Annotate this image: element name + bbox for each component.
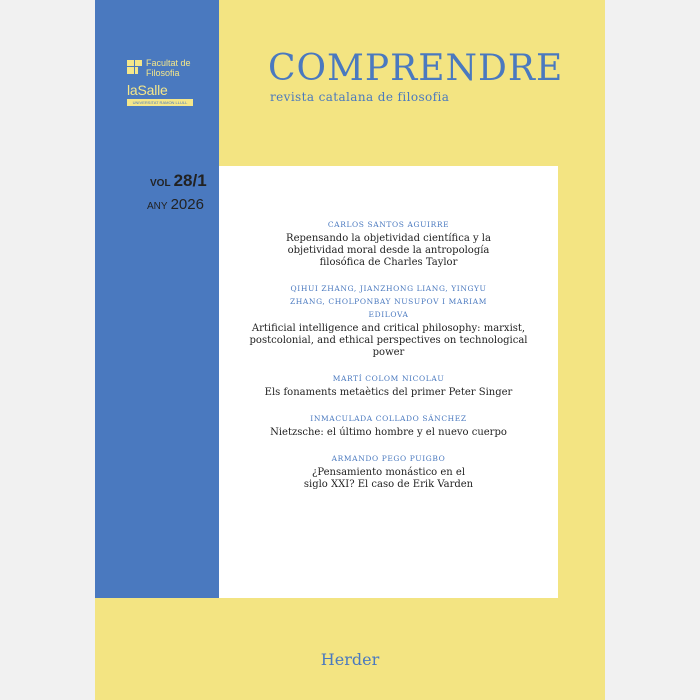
journal-subtitle: revista catalana de filosofia	[270, 90, 450, 104]
article-title: Repensando la objetividad científica y la objetividad moral desde la antropología filosófica de Charles Taylor	[286, 233, 491, 268]
article-title: Nietzsche: el último hombre y el nuevo cuerpo	[270, 427, 507, 438]
article-title: ¿Pensamiento monástico en el siglo XXI? El caso de Erik Varden	[303, 467, 474, 490]
year-label: ANY	[147, 201, 168, 212]
year-number: 2026	[170, 196, 204, 213]
article-authors: QIHUI ZHANG, JIANZHONG LIANG, YINGYU ZHANG, CHOLPONBAY NUSUPOV I MARIAM EDILOVA	[289, 284, 488, 319]
article-title: Artificial intelligence and critical philosophy: marxist, postcolonial, and ethical perspectives on technological power	[249, 323, 528, 358]
faculty-logo-icon	[127, 60, 142, 74]
year-info	[147, 196, 204, 214]
faculty-name: Facultat de Filosofia	[146, 58, 191, 78]
article-entry	[219, 372, 558, 399]
article-authors: MARTÍ COLOM NICOLAU	[332, 374, 445, 383]
table-of-contents	[219, 218, 558, 504]
article-entry	[219, 412, 558, 439]
journal-title: COMPRENDRE	[268, 48, 564, 89]
publisher-name: Herder	[320, 650, 380, 669]
article-entry	[219, 282, 558, 359]
article-authors: INMACULADA COLLADO SÁNCHEZ	[310, 414, 467, 423]
university-name: UNIVERSITAT RAMON LLULL	[127, 99, 193, 106]
article-authors: ARMANDO PEGO PUIGBO	[331, 454, 446, 463]
article-title: Els fonaments metaètics del primer Peter Singer	[264, 387, 513, 398]
volume-number: 28/1	[173, 171, 207, 190]
article-authors: CARLOS SANTOS AGUIRRE	[327, 220, 450, 229]
article-entry	[219, 452, 558, 491]
article-entry	[219, 218, 558, 269]
lasalle-wordmark: laSalle	[127, 82, 168, 98]
volume-info	[150, 171, 207, 191]
volume-label: VOL	[150, 178, 171, 189]
